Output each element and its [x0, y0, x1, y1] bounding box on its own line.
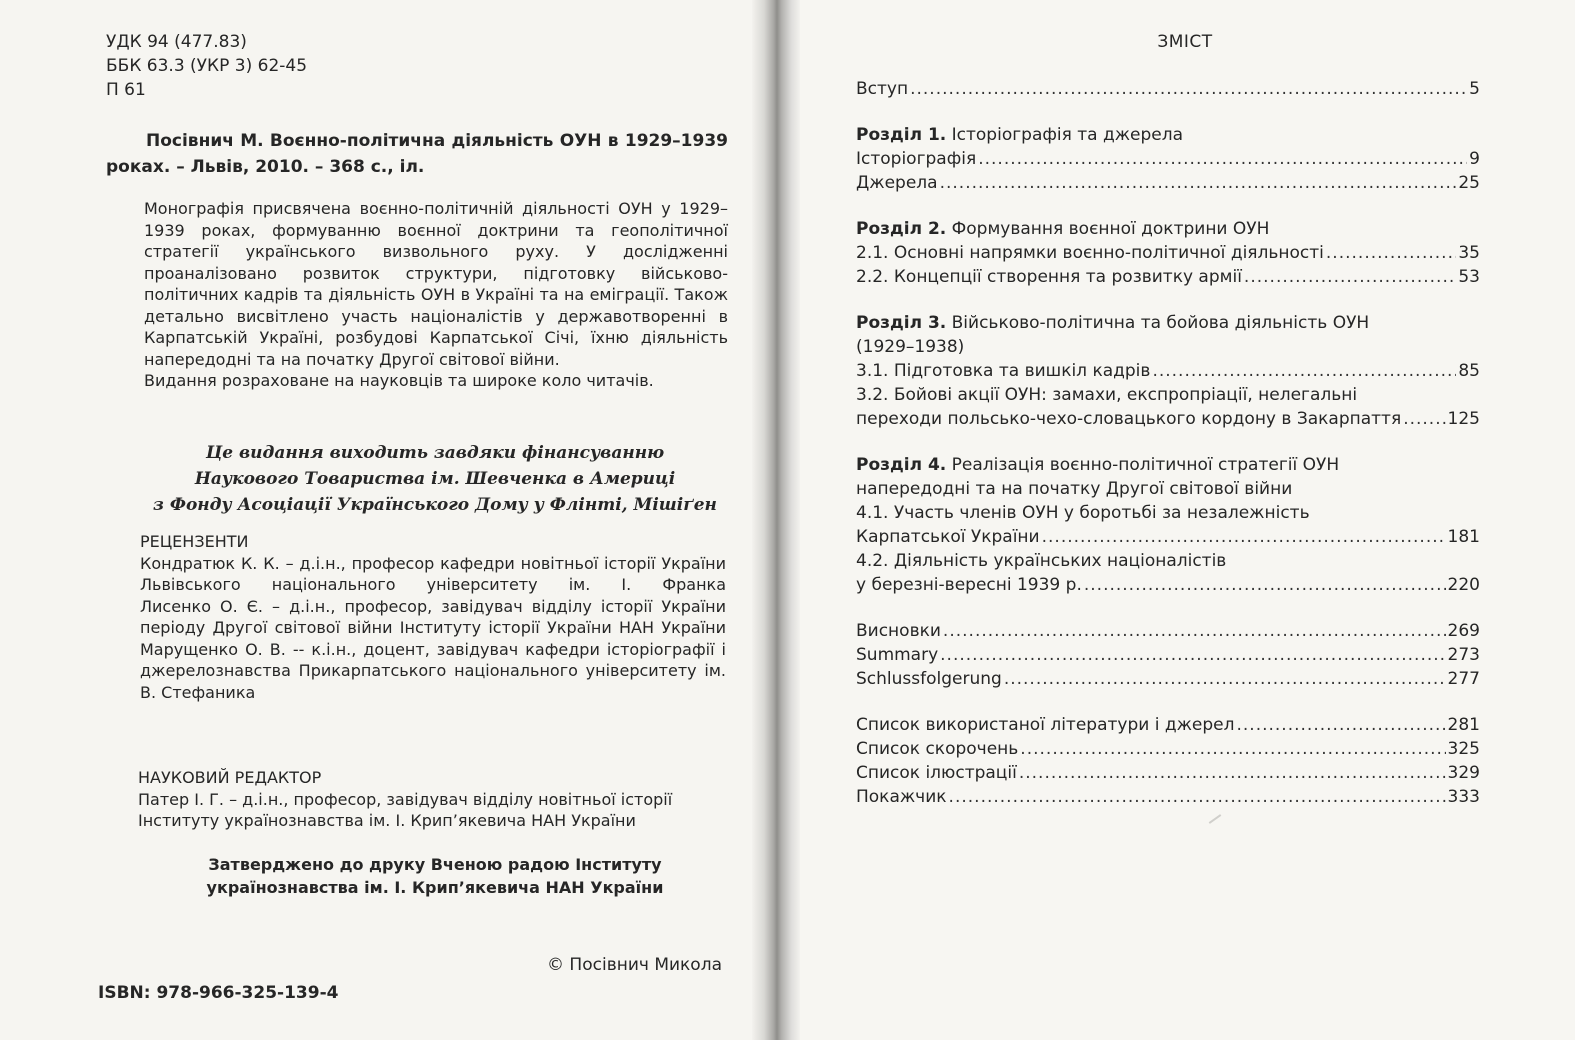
toc-entry [856, 713, 1480, 737]
chapter-title-continued: (1929–1938) [856, 337, 965, 357]
dot-leader [943, 619, 1446, 643]
dot-leader [940, 171, 1457, 195]
chapter-label: Розділ 2. [856, 219, 947, 239]
toc-entry [856, 643, 1480, 667]
toc-entry-title: Summary [856, 645, 939, 665]
dot-leader [1403, 407, 1445, 431]
chapter-title: Реалізація воєнно-політичної стратегії ОУН [951, 455, 1340, 475]
toc-entry-title: Покажчик [856, 787, 947, 807]
chapter-title-continued: напередодні та на початку Другої світової війни [856, 479, 1293, 499]
dot-leader [949, 785, 1446, 809]
toc-page-number: 281 [1447, 715, 1480, 735]
toc-entry-title: Schlussfolgerung [856, 669, 1002, 689]
toc-entry-title-line: 3.2. Бойові акції ОУН: замахи, експропріації, нелегальні [856, 385, 1358, 405]
toc-page-number: 220 [1447, 575, 1480, 595]
toc-page-number: 85 [1458, 361, 1480, 381]
classification-codes [106, 30, 307, 102]
isbn: ISBN: 978-966-325-139-4 [98, 983, 339, 1003]
approval-note [140, 853, 730, 899]
toc-chapter-2 [856, 217, 1480, 289]
toc-entry [856, 761, 1480, 785]
toc-page-number: 181 [1447, 527, 1480, 547]
toc-page-number: 5 [1469, 79, 1480, 99]
toc-page-number: 35 [1458, 243, 1480, 263]
table-of-contents [856, 77, 1480, 809]
approval-line: українознавства ім. І. Крип’якевича НАН України [206, 878, 664, 897]
toc-entry [856, 619, 1480, 643]
chapter-heading [856, 311, 1480, 335]
dot-leader [978, 147, 1467, 171]
toc-entry-title: Історіографія [856, 149, 977, 169]
book-spine [752, 0, 800, 1040]
chapter-heading [856, 217, 1480, 241]
chapter-label: Розділ 3. [856, 313, 947, 333]
editor-block [138, 767, 698, 832]
toc-entry-title: Список скорочень [856, 739, 1019, 759]
chapter-title: Формування воєнної доктрини ОУН [951, 219, 1270, 239]
toc-entry [856, 171, 1480, 195]
dot-leader [1084, 573, 1446, 597]
toc-page-number: 125 [1447, 409, 1480, 429]
chapter-title: Історіографія та джерела [951, 125, 1184, 145]
reviewers-heading: РЕЦЕНЗЕНТИ [140, 532, 249, 551]
toc-entry-title: 2.1. Основні напрямки воєнно-політичної діяльності [856, 243, 1324, 263]
toc-entry-title: переходи польсько-чехо-словацького кордону в Закарпаття [856, 409, 1402, 429]
toc-entry [856, 737, 1480, 761]
funding-line: Це видання виходить завдяки фінансуванню [205, 443, 665, 463]
toc-page-number: 25 [1458, 173, 1480, 193]
chapter-heading [856, 123, 1480, 147]
copyright-notice: © Посівнич Микола [547, 955, 722, 975]
chapter-title: Військово-політична та бойова діяльність ОУН [951, 313, 1370, 333]
approval-line: Затверджено до друку Вченою радою Інституту [208, 855, 662, 874]
dot-leader [1326, 241, 1456, 265]
udc-code: УДК 94 (477.83) [106, 32, 247, 52]
dot-leader [1004, 667, 1446, 691]
toc-page-number: 9 [1469, 149, 1480, 169]
chapter-label: Розділ 4. [856, 455, 947, 475]
toc-entry [856, 667, 1480, 691]
chapter-heading [856, 453, 1480, 477]
dot-leader [1020, 737, 1445, 761]
toc-page-number: 325 [1447, 739, 1480, 759]
toc-entry [856, 265, 1480, 289]
funding-line: з Фонду Асоціації Українського Дому у Флінті, Мішіґен [153, 495, 717, 515]
toc-chapter-4 [856, 453, 1480, 597]
toc-page-number: 333 [1447, 787, 1480, 807]
dot-leader [940, 643, 1445, 667]
annotation-paragraph: Монографія присвячена воєнно-політичній діяльності ОУН у 1929–1939 роках, формуванню воєнної доктрини та геополітичної стратегії українського визвольного руху. У дослідженні проаналізовано розвиток структури, підготовку військово-політичних кадрів та діяльність ОУН в Україні та на еміграції. Також детально висвітлено участь націоналістів у державотворенні в Карпатській Україні, розбудові Карпатської Січі, їхню діяльність напередодні та на початку Другої світової війни. [144, 199, 728, 369]
reviewer-entry: Марущенко О. В. -- к.і.н., доцент, завідувач кафедри історіографії і джерелознавства Прикарпатського національного університету ім. В. Стефаника [140, 639, 726, 702]
dot-leader [910, 77, 1467, 101]
toc-entry [856, 573, 1480, 597]
toc-entry [856, 525, 1480, 549]
dot-leader [1244, 265, 1456, 289]
dot-leader [1042, 525, 1446, 549]
toc-lists [856, 713, 1480, 809]
toc-entry-title-line: 4.1. Участь членів ОУН у боротьбі за незалежність [856, 503, 1310, 523]
toc-chapter-1 [856, 123, 1480, 195]
reviewers-block [140, 531, 726, 703]
toc-title: ЗМІСТ [1157, 32, 1213, 52]
toc-chapter-3 [856, 311, 1480, 431]
dot-leader [1236, 713, 1445, 737]
editor-heading: НАУКОВИЙ РЕДАКТОР [138, 768, 322, 787]
toc-entry [856, 359, 1480, 383]
editor-entry: Патер І. Г. – д.і.н., професор, завідувач відділу новітньої історії Інституту українознавства ім. І. Крип’якевича НАН України [138, 789, 673, 830]
chapter-label: Розділ 1. [856, 125, 947, 145]
toc-entry-title: Висновки [856, 621, 941, 641]
toc-entry-title: Список ілюстрації [856, 763, 1017, 783]
funding-line: Наукового Товариства ім. Шевченка в Америці [194, 469, 676, 489]
annotation [144, 198, 728, 392]
author-sign: П 61 [106, 80, 146, 100]
toc-entry-title: Список використаної літератури і джерел [856, 715, 1235, 735]
toc-page-number: 273 [1447, 645, 1480, 665]
toc-entry [856, 147, 1480, 171]
bibliographic-entry: Посівнич М. Воєнно-політична діяльність ОУН в 1929–1939 роках. – Львів, 2010. – 368 с., іл. [106, 131, 728, 177]
toc-page-number: 53 [1458, 267, 1480, 287]
toc-entry-title: Вступ [856, 79, 909, 99]
funding-note [140, 440, 730, 518]
toc-entry-title: у березні-вересні 1939 р. [856, 575, 1082, 595]
dot-leader [1152, 359, 1456, 383]
bbk-code: ББК 63.3 (УКР 3) 62-45 [106, 56, 308, 76]
toc-entry [856, 785, 1480, 809]
toc-entry-title-line: 4.2. Діяльність українських націоналістів [856, 551, 1227, 571]
toc-entry [856, 407, 1480, 431]
reviewer-entry: Кондратюк К. К. – д.і.н., професор кафедри новітньої історії України Львівського національного університету ім. І. Франка [140, 553, 726, 594]
toc-entry-title: 3.1. Підготовка та вишкіл кадрів [856, 361, 1151, 381]
dot-leader [1019, 761, 1446, 785]
toc-conclusions [856, 619, 1480, 691]
toc-entry-title: 2.2. Концепції створення та розвитку армії [856, 267, 1242, 287]
annotation-paragraph: Видання розраховане на науковців та широке коло читачів. [144, 371, 654, 390]
toc-page-number: 329 [1447, 763, 1480, 783]
reviewer-entry: Лисенко О. Є. – д.і.н., професор, завідувач відділу історії України періоду Другої світової війни Інституту історії України НАН України [140, 596, 726, 637]
toc-page-number: 269 [1447, 621, 1480, 641]
toc-entry-intro [856, 77, 1480, 101]
toc-entry-title: Джерела [856, 173, 938, 193]
toc-entry-title: Карпатської України [856, 527, 1040, 547]
toc-entry [856, 241, 1480, 265]
toc-page-number: 277 [1447, 669, 1480, 689]
